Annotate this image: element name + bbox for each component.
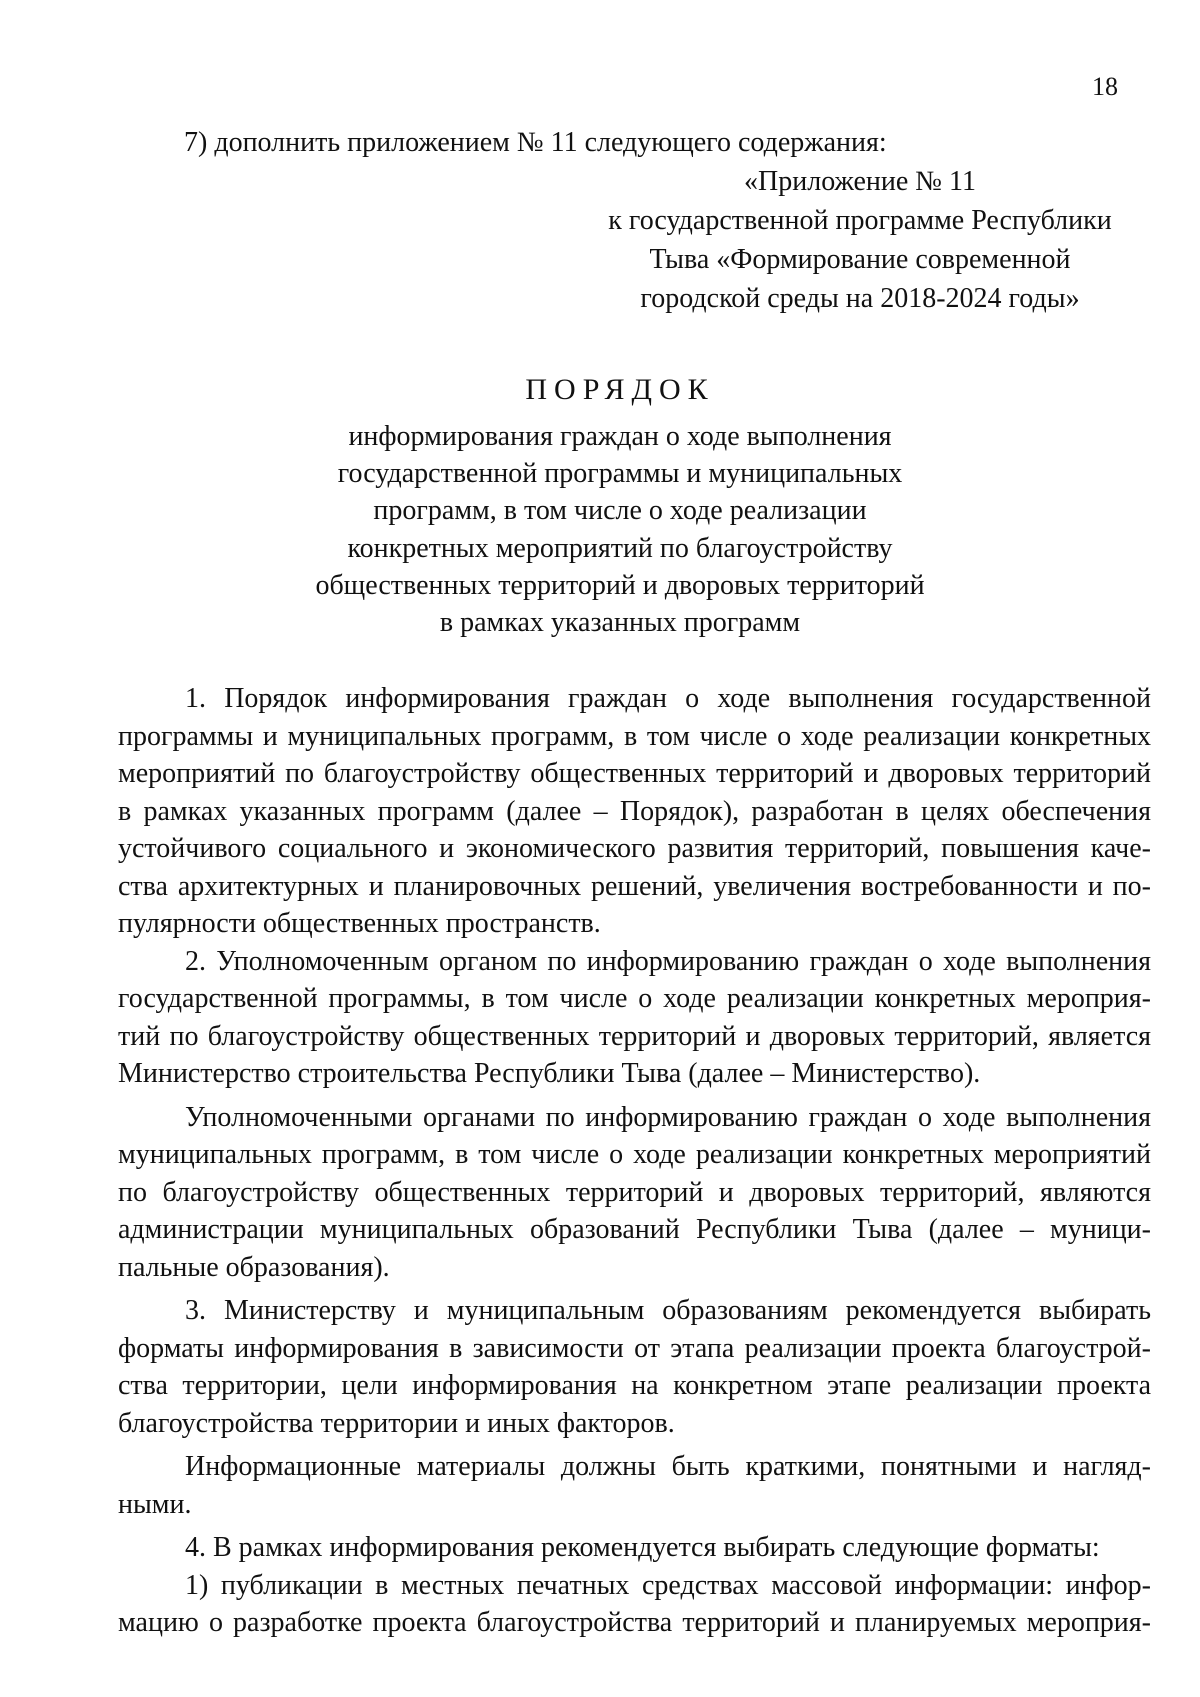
text-line: 1) публикации в местных печатных средствах массовой информации: инфор- (185, 1569, 1151, 1601)
text-line: 4. В рамках информирования рекомендуется выбирать следующие форматы: (185, 1532, 1100, 1563)
intro-line: 7) дополнить приложением № 11 следующего содержания: (184, 127, 887, 158)
paragraph-3 (118, 1099, 1151, 1287)
appendix-line: Тыва «Формирование современной (649, 244, 1071, 275)
text-line: Министерство строительства Республики Тыва (далее – Министерство). (118, 1058, 981, 1089)
text-line: по благоустройству общественных территорий и дворовых территорий, являются (118, 1176, 1151, 1208)
text-line: 1. Порядок информирования граждан о ходе выполнения государственной (185, 683, 1151, 714)
paragraph-7 (118, 1567, 1151, 1642)
subtitle-line: конкретных мероприятий по благоустройству (347, 532, 893, 564)
subtitle-line: общественных территорий и дворовых территорий (315, 569, 925, 601)
text-line: администрации муниципальных образований Республики Тыва (далее – муници- (118, 1214, 1151, 1245)
subtitle-line: информирования граждан о ходе выполнения (348, 421, 892, 452)
text-line: ными. (118, 1488, 192, 1520)
paragraph-2 (118, 943, 1151, 1093)
appendix-line: «Приложение № 11 (744, 166, 976, 197)
appendix-line: городской среды на 2018-2024 годы» (640, 283, 1080, 314)
text-line: 3. Министерству и муниципальным образованиям рекомендуется выбирать (185, 1295, 1151, 1326)
subtitle-line: программ, в том числе о ходе реализации (373, 495, 867, 527)
text-line: пальные образования). (118, 1251, 390, 1283)
text-line: в рамках указанных программ (далее – Порядок), разработан в целях обеспечения (118, 795, 1151, 827)
text-line: программы и муниципальных программ, в том числе о ходе реализации конкретных (118, 720, 1151, 752)
document-title: ПОРЯДОК (525, 373, 715, 406)
paragraph-6 (118, 1529, 1151, 1567)
text-line: мероприятий по благоустройству общественных территорий и дворовых территорий (118, 758, 1151, 789)
appendix-header (580, 162, 1140, 318)
text-line: пулярности общественных пространств. (118, 908, 601, 939)
text-line: муниципальных программ, в том числе о ходе реализации конкретных мероприятий (118, 1139, 1151, 1170)
text-line: мацию о разработке проекта благоустройства территорий и планируемых мероприя- (118, 1607, 1151, 1638)
document-body (118, 680, 1151, 1642)
paragraph-4 (118, 1292, 1151, 1442)
document-subtitle (0, 418, 1200, 641)
subtitle-line: государственной программы и муниципальных (337, 458, 903, 490)
text-line: ства территории, цели информирования на конкретном этапе реализации проекта (118, 1370, 1151, 1401)
text-line: Информационные материалы должны быть краткими, понятными и нагляд- (185, 1451, 1151, 1482)
text-line: форматы информирования в зависимости от этапа реализации проекта благоустрой- (118, 1332, 1151, 1364)
page-number: 18 (1092, 72, 1118, 101)
paragraph-1 (118, 680, 1151, 943)
text-line: государственной программы, в том числе о ходе реализации конкретных мероприя- (118, 983, 1151, 1014)
text-line: благоустройства территории и иных факторов. (118, 1407, 675, 1439)
text-line: тий по благоустройству общественных территорий и дворовых территорий, является (118, 1020, 1151, 1052)
text-line: 2. Уполномоченным органом по информированию граждан о ходе выполнения (185, 945, 1151, 977)
subtitle-line: в рамках указанных программ (439, 607, 801, 639)
text-line: ства архитектурных и планировочных решений, увеличения востребованности и по- (118, 870, 1151, 902)
text-line: Уполномоченными органами по информированию граждан о ходе выполнения (185, 1101, 1151, 1133)
paragraph-5 (118, 1448, 1151, 1523)
appendix-line: к государственной программе Республики (608, 205, 1112, 236)
text-line: устойчивого социального и экономического развития территорий, повышения каче- (118, 833, 1151, 864)
